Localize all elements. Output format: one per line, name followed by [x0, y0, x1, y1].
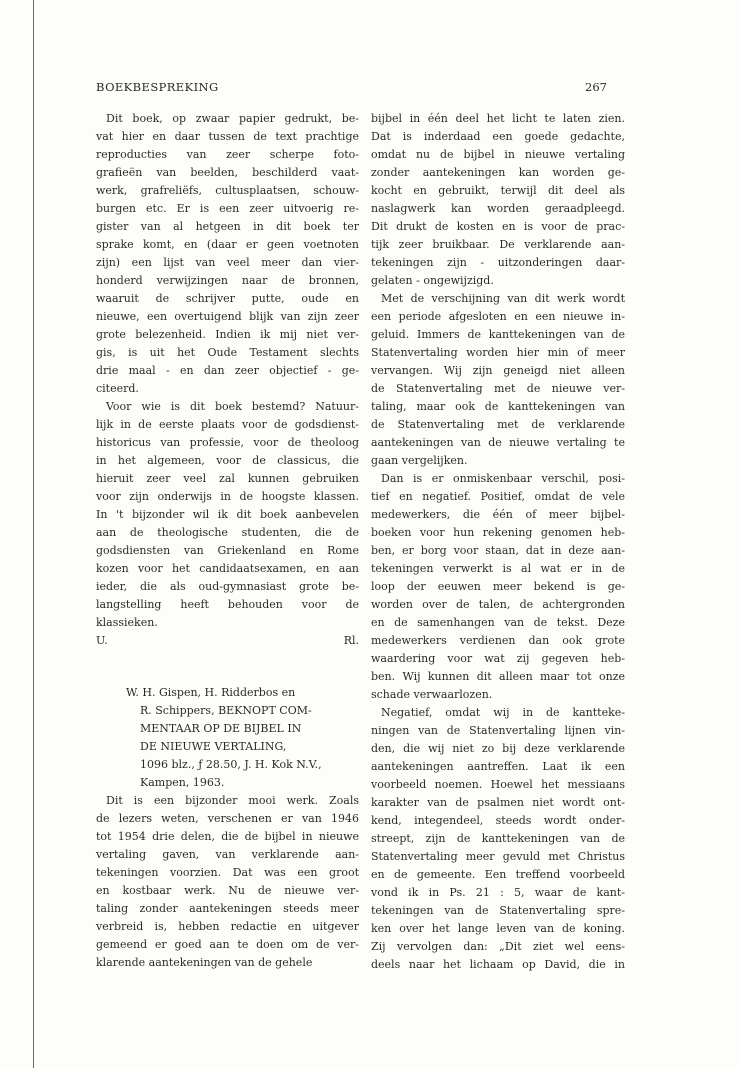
review-paragraph [371, 470, 625, 704]
text-line: Kampen, 1963. [140, 776, 225, 789]
text-line: tekeningen verwerkt is al wat er in de [371, 562, 625, 575]
right-column [371, 110, 625, 974]
text-line: Dat is inderdaad een goede gedachte, [371, 130, 625, 143]
text-line: Negatief, omdat wij in de kantteke- [381, 706, 625, 719]
text-line: ningen van de Statenvertaling lijnen vin- [371, 724, 625, 737]
text-line: kend, integendeel, steeds wordt onder- [371, 814, 625, 827]
text-line: den, die wij niet zo bij deze verklarende [371, 742, 625, 755]
text-line: en de gemeente. Een treffend voorbeeld [371, 868, 625, 881]
text-line: hieruit zeer veel zal kunnen gebruiken [96, 472, 359, 485]
text-line: karakter van de psalmen niet wordt ont- [371, 796, 625, 809]
text-line: tekeningen van de Statenvertaling spre- [371, 904, 625, 917]
text-line: tekeningen zijn - uitzonderingen daar- [371, 256, 625, 269]
text-line: aan de theologische studenten, die de [96, 526, 359, 539]
text-line: taling zonder aantekeningen steeds meer [96, 902, 359, 915]
text-line: Dit drukt de kosten en is voor de prac- [371, 220, 625, 233]
text-line: vond ik in Ps. 21 : 5, waar de kant- [371, 886, 625, 899]
text-line: DE NIEUWE VERTALING, [140, 740, 287, 753]
text-line: aantekeningen aantreffen. Laat ik een [371, 760, 625, 773]
text-line: gemeend er goed aan te doen om de ver- [96, 938, 359, 951]
text-line: tot 1954 drie delen, die de bijbel in nieuwe [96, 830, 359, 843]
text-line: naslagwerk kan worden geraadpleegd. [371, 202, 625, 215]
text-line: ben. Wij kunnen dit alleen maar tot onze [371, 670, 625, 683]
text-line: tief en negatief. Positief, omdat de vele [371, 490, 625, 503]
text-line: Statenvertaling meer gevuld met Christus [371, 850, 625, 863]
text-line: deels naar het lichaam op David, die in [371, 958, 625, 971]
text-line: Zij vervolgen dan: „Dit ziet wel eens- [371, 940, 625, 953]
text-line: lijk in de eerste plaats voor de godsdienst- [96, 418, 359, 431]
text-line: tijk zeer bruikbaar. De verklarende aan- [371, 238, 625, 251]
signature-author: Rl. [343, 634, 359, 647]
text-line: Statenvertaling worden hier min of meer [371, 346, 625, 359]
text-line: R. Schippers, BEKNOPT COM- [140, 704, 312, 717]
text-line: schade verwaarlozen. [371, 688, 493, 701]
text-line: boeken voor hun rekening genomen heb- [371, 526, 625, 539]
left-column [96, 110, 359, 972]
text-line: loop der eeuwen meer bekend is ge- [371, 580, 625, 593]
text-line: ken over het lange leven van de koning. [371, 922, 625, 935]
text-line: bijbel in één deel het licht te laten zien. [371, 112, 625, 125]
text-line: klassieken. [96, 616, 158, 629]
text-line: grafieën van beelden, beschilderd vaat- [96, 166, 359, 179]
text-line: omdat nu de bijbel in nieuwe vertaling [371, 148, 625, 161]
text-line: tekeningen voorzien. Dat was een groot [96, 866, 359, 879]
text-line: kozen voor het candidaatsexamen, en aan [96, 562, 359, 575]
review-paragraph [96, 110, 359, 398]
text-line: medewerkers, die één of meer bijbel- [371, 508, 625, 521]
text-line: verbreid is, hebben redactie en uitgever [96, 920, 359, 933]
text-line: waardering voor wat zij gegeven heb- [371, 652, 625, 665]
text-line: worden over de talen, de achtergronden [371, 598, 625, 611]
text-line: gaan vergelijken. [371, 454, 468, 467]
text-line: Voor wie is dit boek bestemd? Natuur- [106, 400, 359, 413]
text-line: de Statenvertaling met de verklarende [371, 418, 625, 431]
book-reference [126, 684, 359, 792]
page-edge-line [33, 0, 34, 1068]
text-line: MENTAAR OP DE BIJBEL IN [140, 722, 302, 735]
signature-initial: U. [96, 634, 108, 647]
text-line: de Statenvertaling met de nieuwe ver- [371, 382, 625, 395]
text-line: vervangen. Wij zijn geneigd niet alleen [371, 364, 625, 377]
text-line: godsdiensten van Griekenland en Rome [96, 544, 359, 557]
text-line: burgen etc. Er is een zeer uitvoerig re- [96, 202, 359, 215]
text-line: drie maal - en dan zeer objectief - ge- [96, 364, 359, 377]
text-line: een periode afgesloten en een nieuwe in- [371, 310, 625, 323]
text-line: honderd verwijzingen naar de bronnen, [96, 274, 359, 287]
text-line: Dit is een bijzonder mooi werk. Zoals [106, 794, 359, 807]
text-line: aantekeningen van de nieuwe vertaling te [371, 436, 625, 449]
review-paragraph [371, 290, 625, 470]
text-line: Dan is er onmiskenbaar verschil, posi- [381, 472, 625, 485]
text-line: 1096 blz., ƒ 28.50, J. H. Kok N.V., [140, 758, 322, 771]
text-line: waaruit de schrijver putte, oude en [96, 292, 359, 305]
text-line: geluid. Immers de kanttekeningen van de [371, 328, 625, 341]
text-line: In 't bijzonder wil ik dit boek aanbevelen [96, 508, 359, 521]
text-line: en kostbaar werk. Nu de nieuwe ver- [96, 884, 359, 897]
text-line: klarende aantekeningen van de gehele [96, 956, 313, 969]
text-line: kocht en gebruikt, terwijl dit deel als [371, 184, 625, 197]
text-line: historicus van professie, voor de theoloog [96, 436, 359, 449]
text-line: in het algemeen, voor de classicus, die [96, 454, 359, 467]
review-paragraph [371, 110, 625, 290]
text-line: Dit boek, op zwaar papier gedrukt, be- [106, 112, 359, 125]
text-line: werk, grafreliëfs, cultusplaatsen, schouw- [96, 184, 359, 197]
text-line: gelaten - ongewijzigd. [371, 274, 494, 287]
text-line: langstelling heeft behouden voor de [96, 598, 359, 611]
text-line: gis, is uit het Oude Testament slechts [96, 346, 359, 359]
review-paragraph [96, 398, 359, 632]
text-line: sprake komt, en (daar er geen voetnoten [96, 238, 359, 251]
review-paragraph [96, 792, 359, 972]
text-line: reproducties van zeer scherpe foto- [96, 148, 359, 161]
text-line: zonder aantekeningen kan worden ge- [371, 166, 625, 179]
text-line: vat hier en daar tussen de text prachtige [96, 130, 359, 143]
text-line: en de samenhangen van de tekst. Deze [371, 616, 625, 629]
text-line: streept, zijn de kanttekeningen van de [371, 832, 625, 845]
review-paragraph [371, 704, 625, 974]
text-line: citeerd. [96, 382, 139, 395]
reviewer-signature [96, 632, 359, 650]
text-line: Met de verschijning van dit werk wordt [381, 292, 625, 305]
text-line: medewerkers verdienen dan ook grote [371, 634, 625, 647]
text-line: nieuwe, een overtuigend blijk van zijn zeer [96, 310, 359, 323]
text-line: grote belezenheid. Indien ik mij niet ver- [96, 328, 359, 341]
text-line: de lezers weten, verschenen er van 1946 [96, 812, 359, 825]
text-line: zijn) een lijst van veel meer dan vier- [96, 256, 359, 269]
text-line: ieder, die als oud-gymnasiast grote be- [96, 580, 359, 593]
running-header: BOEKBESPREKING [96, 80, 219, 94]
text-line: voor zijn onderwijs in de hoogste klassen. [96, 490, 359, 503]
text-line: vertaling gaven, van verklarende aan- [96, 848, 359, 861]
text-line: W. H. Gispen, H. Ridderbos en [126, 686, 296, 699]
text-line: ben, er borg voor staan, dat in deze aan- [371, 544, 625, 557]
text-line: taling, maar ook de kanttekeningen van [371, 400, 625, 413]
text-line: gister van al hetgeen in dit boek ter [96, 220, 359, 233]
page-number: 267 [585, 80, 607, 94]
text-line: voorbeeld noemen. Hoewel het messiaans [371, 778, 625, 791]
